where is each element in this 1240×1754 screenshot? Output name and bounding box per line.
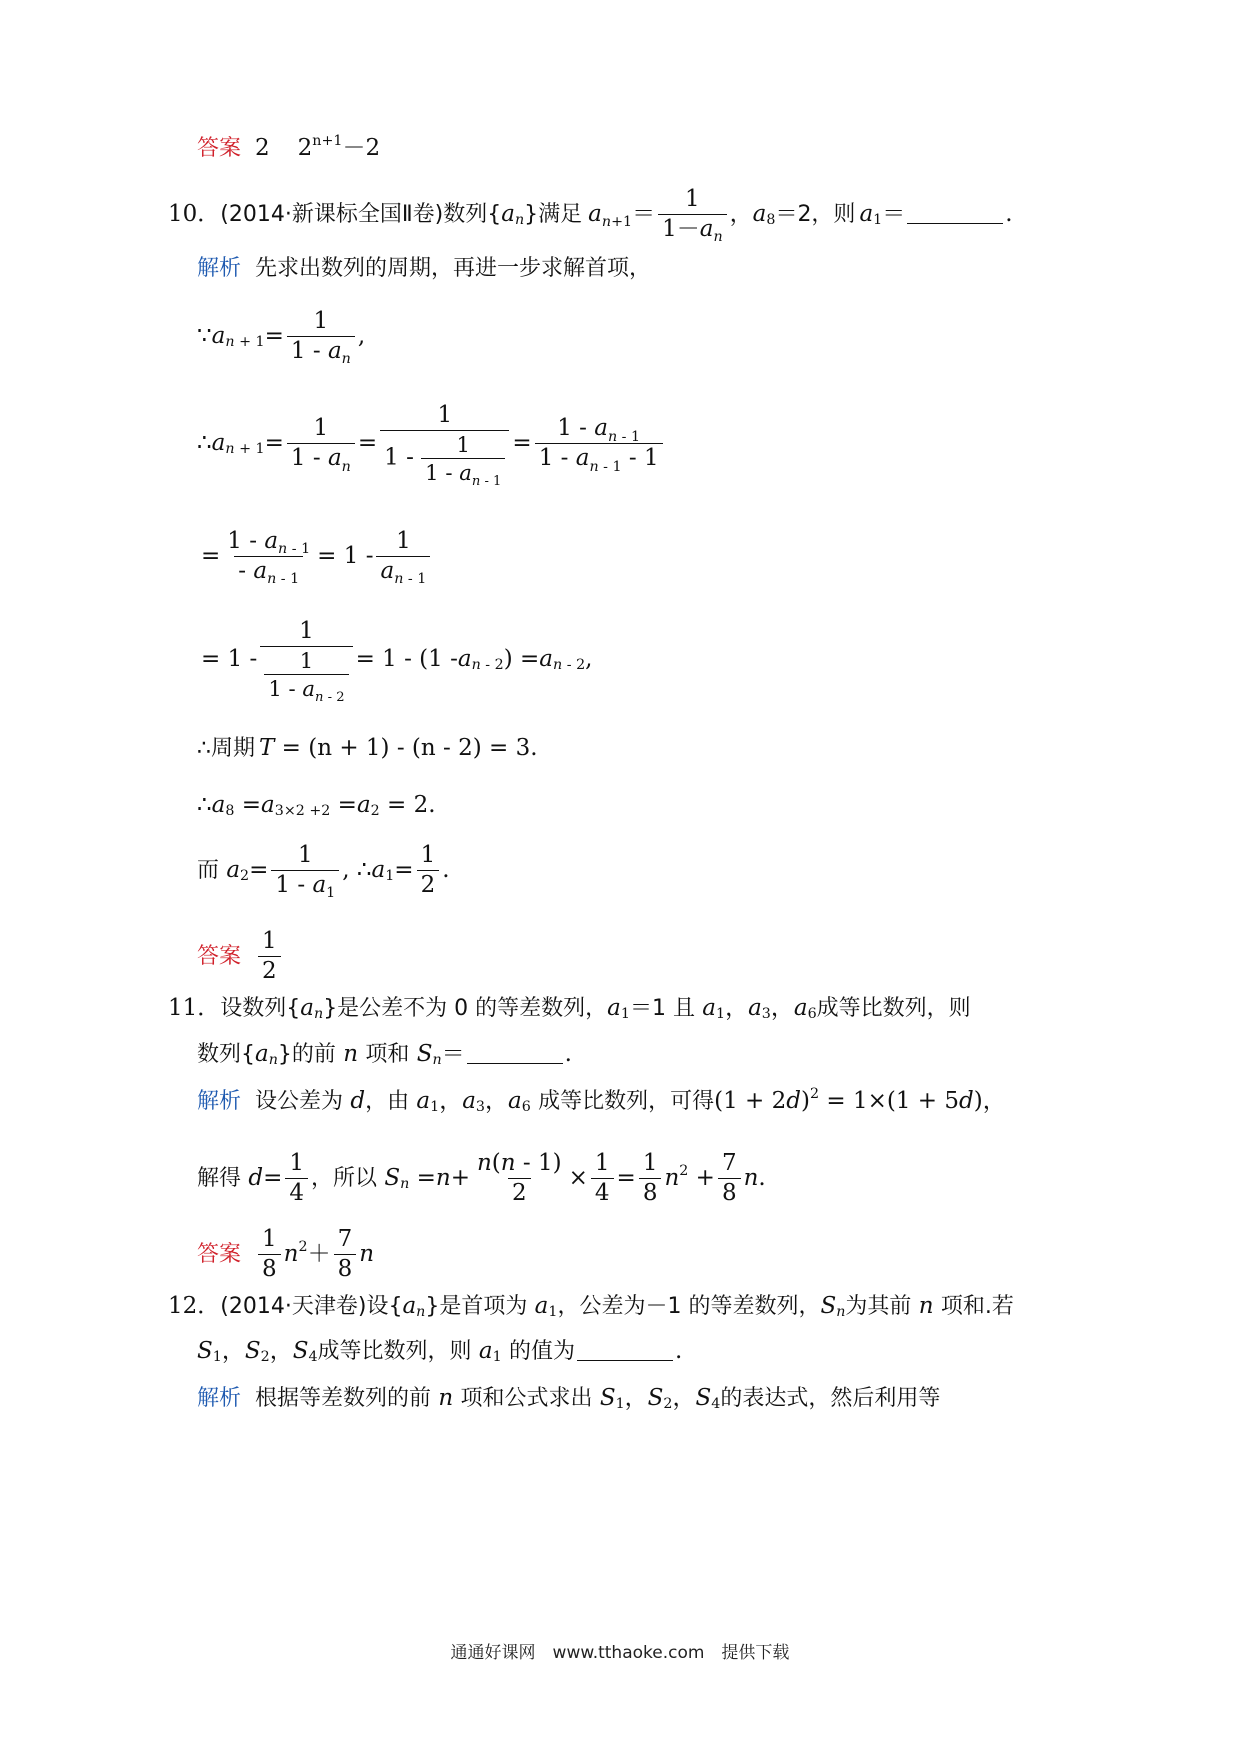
answer-blank <box>467 1062 563 1064</box>
q10-step-1: ∵ a n + 1 = $\frac{1}{1 - a_n}$ , <box>197 308 366 368</box>
q10-answer-num: 1 <box>262 928 277 954</box>
q9-answer-value-1: 2 <box>255 135 270 161</box>
q12-stem-2: }是首项为 <box>425 1293 528 1319</box>
q11-stem-4: 成等比数列，则 <box>816 995 971 1021</box>
q11-answer-line: 答案 $\frac{1}{8}$ n 2 ＋ $\frac{7}{8}$ n <box>197 1226 375 1282</box>
q12-analysis-3: 的表达式，然后利用等 <box>720 1385 941 1411</box>
q11-analysis-1: 设公差为 <box>255 1088 344 1114</box>
q10-stem-4: ＝2，则 <box>775 201 856 227</box>
q10-period-label: ∴周期 <box>197 735 255 761</box>
q9-answer-tail: －2 <box>342 135 381 161</box>
fraction: $\frac{7}{8}$ <box>334 1228 357 1281</box>
fraction: $\frac{1 - a_{n - 1}}{- a_{n - 1}}$ <box>227 528 311 588</box>
fraction: $\frac{1}{\frac{1}{1 - a_{n - 2}}}$ <box>260 620 352 699</box>
q12-stem-line-1: 12． (2014·天津卷) 设{ a n }是首项为 a 1 ，公差为－1 的等差数列， S n 为其前 n 项和.若 <box>168 1293 1014 1320</box>
q10-answer-fraction <box>258 930 281 983</box>
page-footer: 通通好课网 www.tthaoke.com 提供下载 <box>450 1643 790 1663</box>
analysis-label: 解析 <box>197 1385 242 1411</box>
q12-stem-4: 为其前 <box>845 1293 912 1319</box>
q11-solve-label: 解得 <box>197 1165 242 1191</box>
q10-step-4: = 1 - $\frac{1}{\frac{1}{1 - a_{n - 2}}}$ = 1 - (1 - a n - 2 ) = a n - 2 , <box>201 618 593 706</box>
q11-stem-line-1: 11． 设数列{ a n }是公差不为 0 的等差数列， a 1 ＝1 且 a 1 ， a 3 ， a 6 成等比数列，则 <box>168 995 971 1022</box>
fraction: $\frac{1}{2}$ <box>417 844 440 897</box>
q12-stem-line-2: S 1 ， S 2 ， S 4 成等比数列，则 a 1 的值为 . <box>197 1338 683 1365</box>
q10-stem-end: . <box>1005 201 1013 227</box>
q12-stem-line2-a: 成等比数列，则 <box>317 1338 472 1364</box>
q10-stem-2: }满足 <box>524 201 583 227</box>
fraction: $\frac{1}{a_{n - 1}}$ <box>376 530 430 583</box>
fraction: $\frac{1 - a_{n - 1}}{1 - a_{n - 1} - 1}$ <box>535 417 663 470</box>
fraction: $\frac{1}{1 - a_n}$ <box>287 310 355 363</box>
q11-stem-3: ＝1 且 <box>629 995 695 1021</box>
fraction: 1 1 - $\frac{1}{1 - a_{n - 1}}$ <box>380 404 509 483</box>
q12-analysis-2: 项和公式求出 <box>460 1385 593 1411</box>
fraction: $\frac{1}{8}$ <box>639 1152 662 1205</box>
q11-stem-line-2: 数列{ a n }的前 n 项和 S n ＝ . <box>197 1041 572 1068</box>
q11-stem-2: }是公差不为 0 的等差数列， <box>323 995 608 1021</box>
q10-stem-5: ＝ <box>882 201 906 227</box>
answer-label: 答案 <box>197 135 242 161</box>
q12-stem-1: 设{ <box>366 1293 403 1319</box>
q10-source: (2014·新课标全国Ⅱ卷) <box>220 201 444 227</box>
q10-step-2: ∴ a n + 1 = $\frac{1}{1 - a_n}$ = 1 1 - $\frac{1}{1 - a_{n - 1}}$ = $\frac{1 - a_{n - 1}}{1 - a_{n - 1} - 1}$ <box>197 404 666 483</box>
q12-stem-line2-b: 的值为 <box>508 1338 575 1364</box>
q10-stem-1: 数列{ <box>443 201 502 227</box>
q10-period-expr: = (n + 1) - (n - 2) = 3. <box>281 735 538 761</box>
fraction: $\frac{1}{4}$ <box>285 1152 308 1205</box>
fraction: $\frac{1}{1 - a_1}$ <box>271 844 339 897</box>
q10-step-3: = $\frac{1 - a_{n - 1}}{- a_{n - 1}}$ = 1 - $\frac{1}{a_{n - 1}}$ <box>201 530 433 583</box>
q12-source: (2014·天津卷) <box>220 1293 367 1319</box>
answer-blank <box>577 1359 673 1361</box>
q10-number: 10． <box>168 201 221 227</box>
q12-stem-5: 项和.若 <box>940 1293 1014 1319</box>
q12-analysis-line: 解析 根据等差数列的前 n 项和公式求出 S 1 ， S 2 ， S 4 的表达式，然后利用等 <box>197 1385 941 1412</box>
q11-number: 11． <box>168 995 221 1021</box>
fraction: $\frac{n(n - 1)}{2}$ <box>476 1150 562 1206</box>
q10-analysis-line <box>197 258 651 280</box>
q10-then-label: 而 <box>197 857 220 883</box>
q10-stem: 10． (2014·新课标全国Ⅱ卷) 数列{ a n }满足 $a_{n+1}=$ $\frac{1}{1-a_n}$ ， a 8 ＝2，则 a 1 ＝ . <box>168 186 1013 246</box>
q11-stem-line2-d: ＝ <box>441 1041 465 1067</box>
q11-stem-1: 设数列{ <box>220 995 301 1021</box>
fraction: $\frac{7}{8}$ <box>718 1152 741 1205</box>
q12-analysis-1: 根据等差数列的前 <box>255 1385 432 1411</box>
q9-answer-line <box>197 132 381 161</box>
answer-label: 答案 <box>197 1241 242 1267</box>
q9-answer-exponent: n+1 <box>312 132 343 149</box>
q10-recurrence-fraction: $\frac{1}{1-a_n}$ <box>658 188 727 241</box>
fraction: $\frac{1}{8}$ <box>258 1228 281 1281</box>
q10-then-line: 而 a 2 = $\frac{1}{1 - a_1}$ , ∴ a 1 = $\frac{1}{2}$ . <box>197 842 450 902</box>
q11-so-label: ，所以 <box>310 1165 377 1191</box>
analysis-label: 解析 <box>197 256 242 281</box>
q10-analysis-text: 先求出数列的周期，再进一步求解首项， <box>255 256 652 281</box>
q11-analysis-2: ，由 <box>365 1088 410 1114</box>
q11-analysis-line: 解析 设公差为 d ，由 a 1 ， a 3 ， a 6 成等比数列，可得 (1 + 2 d ) 2 = 1×(1 + 5 d )， <box>197 1085 1006 1115</box>
q10-a8-line: ∴ a 8 = a 3×2 +2 = a 2 = 2. <box>197 792 436 819</box>
q12-number: 12． <box>168 1293 221 1319</box>
answer-blank <box>907 222 1003 224</box>
q11-analysis-3: 成等比数列，可得 <box>538 1088 715 1114</box>
fraction: $\frac{1}{4}$ <box>591 1152 614 1205</box>
fraction: $\frac{1}{1 - a_n}$ <box>287 417 355 470</box>
q10-stem-3: ， <box>729 201 753 227</box>
q12-stem-3: ，公差为－1 的等差数列， <box>557 1293 821 1319</box>
q10-answer-line <box>197 930 284 983</box>
q9-answer-value-2: 2 <box>297 135 313 161</box>
q10-answer-den: 2 <box>258 956 281 983</box>
answer-label: 答案 <box>197 943 242 969</box>
q10-period-line: ∴周期 T = (n + 1) - (n - 2) = 3. <box>197 735 538 761</box>
q11-stem-line2-b: }的前 <box>277 1041 336 1067</box>
q11-stem-line2-a: 数列{ <box>197 1041 255 1067</box>
q11-stem-line2-c: 项和 <box>365 1041 410 1067</box>
q11-solve-line: 解得 d = $\frac{1}{4}$ ，所以 S n = n + $\frac{n(n - 1)}{2}$ × $\frac{1}{4}$ = $\frac{1}{8}$ n 2 + $\frac{7}{8}$ n . <box>197 1150 766 1206</box>
analysis-label: 解析 <box>197 1088 242 1114</box>
